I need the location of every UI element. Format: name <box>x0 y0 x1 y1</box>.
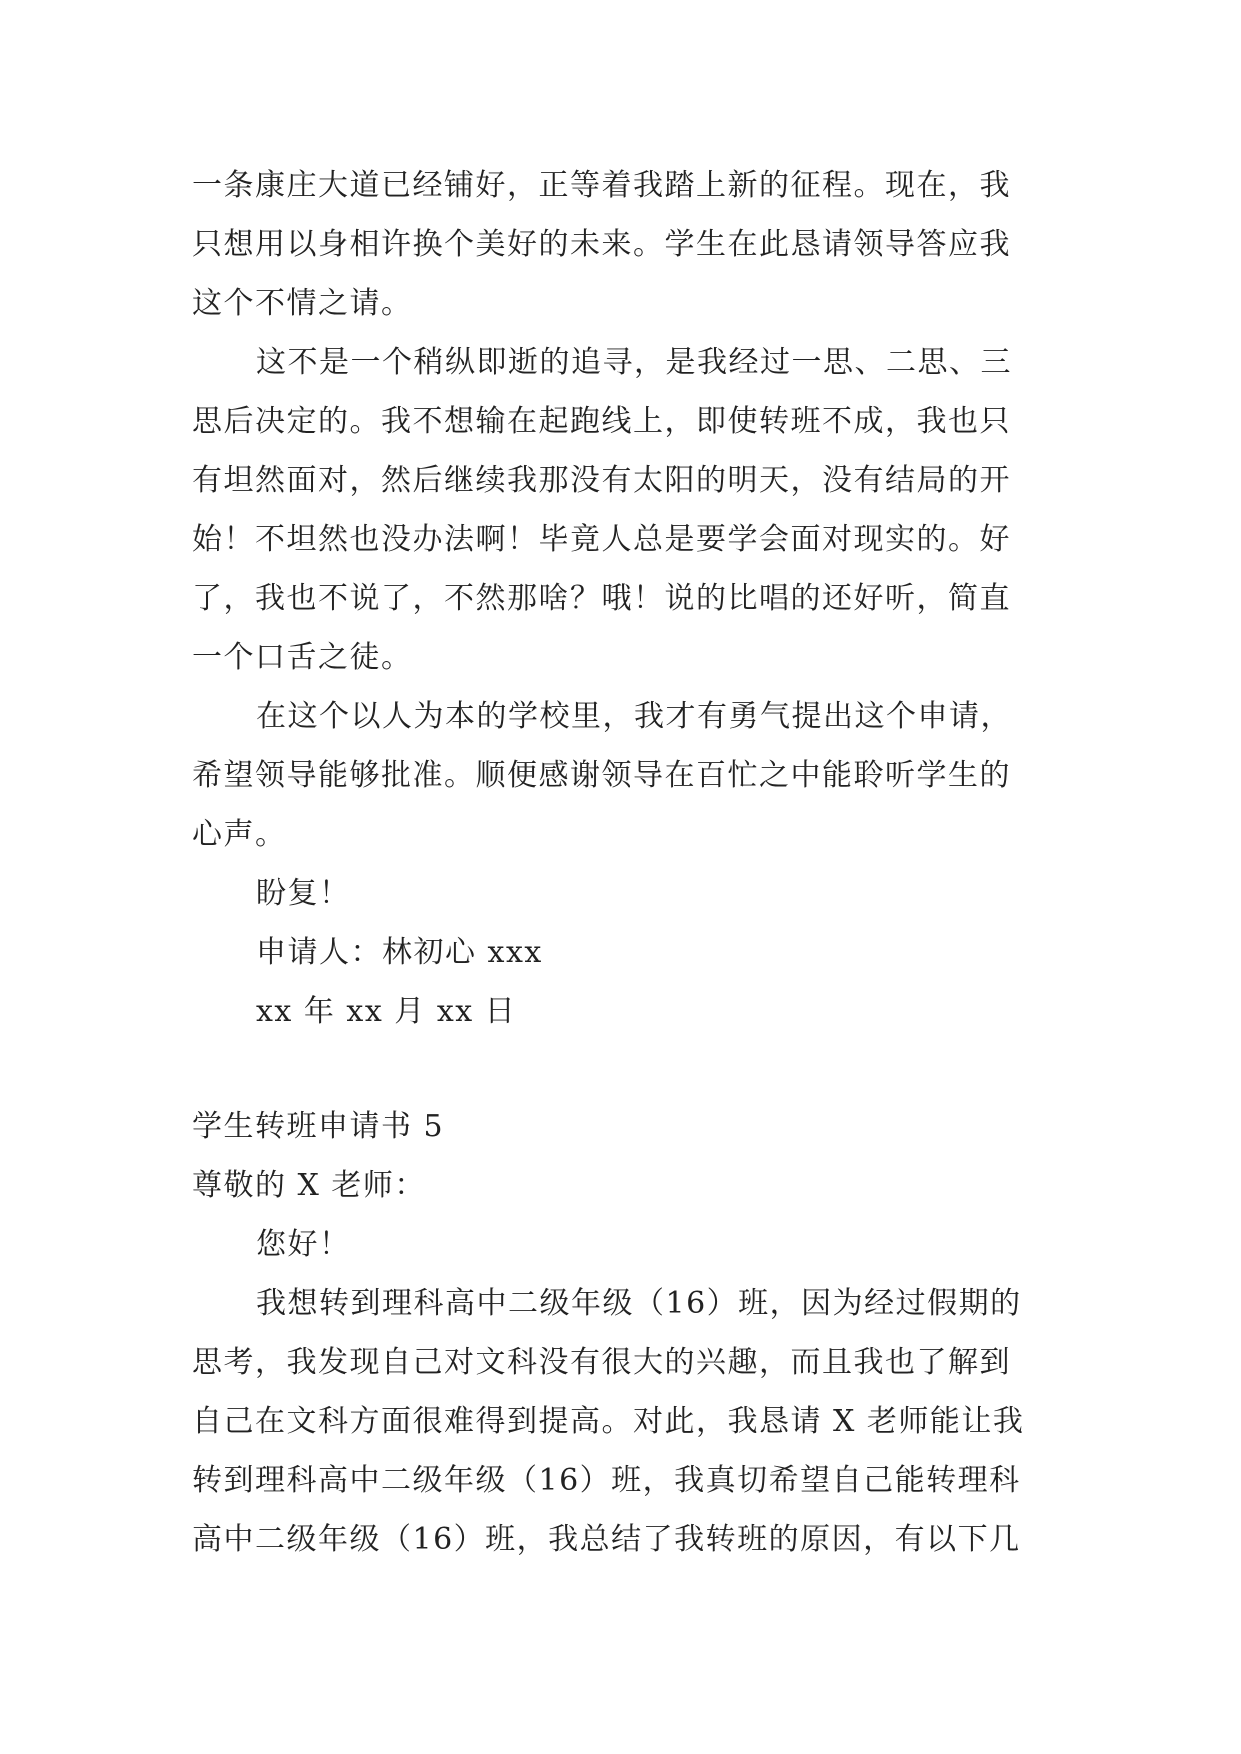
paragraph-line: 一个口舌之徒。 <box>192 640 413 675</box>
greeting: 您好！ <box>256 1227 351 1262</box>
salutation: 尊敬的 X 老师： <box>192 1168 426 1203</box>
paragraph-line: 了，我也不说了，不然那啥？哦！说的比唱的还好听，简直 <box>192 581 1011 616</box>
paragraph-line: 这个不情之请。 <box>192 286 413 321</box>
applicant-signature: 申请人：林初心 xxx <box>256 935 543 970</box>
date-line: xx 年 xx 月 xx 日 <box>256 994 517 1029</box>
paragraph-line: 自己在文科方面很难得到提高。对此，我恳请 X 老师能让我 <box>192 1404 1025 1439</box>
paragraph-line: 转到理科高中二级年级（16）班，我真切希望自己能转理科 <box>192 1463 1021 1498</box>
section-title: 学生转班申请书 5 <box>192 1109 445 1144</box>
closing-line: 盼复！ <box>256 876 351 911</box>
paragraph-line: 在这个以人为本的学校里，我才有勇气提出这个申请， <box>256 699 1012 734</box>
paragraph-line: 思后决定的。我不想输在起跑线上，即使转班不成，我也只 <box>192 404 1011 439</box>
paragraph-line: 只想用以身相许换个美好的未来。学生在此恳请领导答应我 <box>192 227 1011 262</box>
paragraph-line: 一条康庄大道已经铺好，正等着我踏上新的征程。现在，我 <box>192 168 1011 203</box>
paragraph-line: 有坦然面对，然后继续我那没有太阳的明天，没有结局的开 <box>192 463 1011 498</box>
paragraph-line: 思考，我发现自己对文科没有很大的兴趣，而且我也了解到 <box>192 1345 1011 1380</box>
paragraph-line: 心声。 <box>192 817 287 852</box>
paragraph-line: 希望领导能够批准。顺便感谢领导在百忙之中能聆听学生的 <box>192 758 1011 793</box>
paragraph-line: 高中二级年级（16）班，我总结了我转班的原因，有以下几 <box>192 1522 1021 1557</box>
paragraph-line: 这不是一个稍纵即逝的追寻，是我经过一思、二思、三 <box>256 345 1012 380</box>
paragraph-line: 我想转到理科高中二级年级（16）班，因为经过假期的 <box>256 1286 1022 1321</box>
paragraph-line: 始！不坦然也没办法啊！毕竟人总是要学会面对现实的。好 <box>192 522 1011 557</box>
